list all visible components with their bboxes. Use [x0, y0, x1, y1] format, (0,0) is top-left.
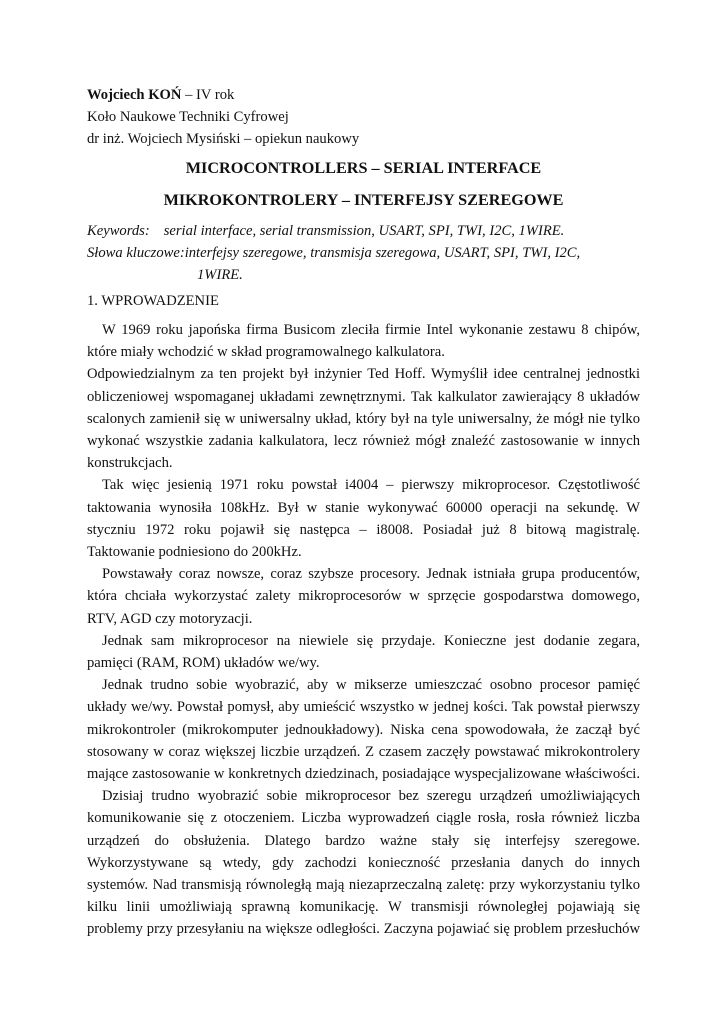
text-line: systemów. Nad transmisją równoległą mają niezaprzeczalną zaletę: przy wykorzystaniu tylko — [87, 877, 640, 894]
text-line: wykonać wszystkie zadania kalkulatora, lecz również mógł znaleźć zastosowanie w innych — [87, 433, 640, 450]
text-line: urządzeń do obsłużenia. Dlatego bardzo ważne stały się interfejsy szeregowe. — [87, 832, 640, 849]
text-line: Tak więc jesienią 1971 roku powstał i4004 – pierwszy mikroprocesor. Częstotliwość — [102, 477, 640, 494]
text-line: Wykorzystywane są wtedy, gdy zachodzi konieczność przesłania danych do innych — [87, 854, 640, 871]
author-club: Koło Naukowe Techniki Cyfrowej — [87, 109, 289, 125]
keywords-value: serial interface, serial transmission, USART, SPI, TWI, I2C, 1WIRE. — [163, 223, 565, 239]
author-supervisor: dr inż. Wojciech Mysiński – opiekun naukowy — [87, 131, 360, 147]
body-text — [87, 319, 640, 941]
author-name: Wojciech KOŃ — [87, 87, 182, 103]
text-line: obliczeniowej wspomaganej układami zewnętrznymi. Tak kalkulator zawierający 8 układów — [87, 388, 640, 405]
text-line: Powstawały coraz nowsze, coraz szybsze procesory. Jednak istniała grupa producentów, — [102, 566, 640, 583]
text-line: scalonych zamienił się w uniwersalny układ, który był na tyle uniwersalny, że mógł nie tylko — [87, 410, 640, 427]
author-year: – IV rok — [181, 87, 235, 103]
document-page — [87, 84, 640, 941]
keywords-polish — [87, 242, 640, 264]
text-line: W 1969 roku japońska firma Busicom zleciła firmie Intel wykonanie zestawu 8 chipów, — [102, 322, 640, 338]
text-line: konstrukcjach. — [87, 455, 173, 472]
keywords-polish-continued: 1WIRE. — [197, 267, 243, 283]
text-line: taktowania wynosiła 108kHz. Był w stanie wykonywać 60000 operacji na sekundę. W — [87, 499, 640, 516]
title-polish: MIKROKONTROLERY – INTERFEJSY SZEREGOWE — [163, 191, 564, 209]
text-line: Jednak sam mikroprocesor na niewiele się przydaje. Konieczne jest dodanie zegara, — [102, 632, 640, 649]
keywords-pl-label: Słowa kluczowe: — [87, 245, 185, 261]
text-line: Taktowanie podniesiono do 200kHz. — [87, 544, 302, 561]
section-heading: 1. WPROWADZENIE — [87, 293, 219, 309]
text-line: układy we/wy. Powstał pomysł, aby umieścić wszystko w jednej kości. Tak powstał pierwszy — [87, 699, 640, 716]
keywords-pl-value: interfejsy szeregowe, transmisja szeregowa, USART, SPI, TWI, I2C, — [184, 245, 581, 261]
text-line: mikrokontroler (mikrokomputer jednoukładowy). Niska cena spowodowała, że zaczął być — [87, 721, 640, 738]
text-line: RTV, AGD czy motoryzacji. — [87, 610, 253, 627]
text-line: problemy przy przesyłaniu na większe odległości. Zaczyna pojawiać się problem przesłuchów — [87, 921, 640, 938]
text-line: która chciała wykorzystać zalety mikroprocesorów w sprzęcie gospodarstwa domowego, — [87, 588, 640, 605]
text-line: komunikowanie się z otoczeniem. Liczba wyprowadzeń ciągle rosła, rosła również liczba — [87, 810, 640, 827]
text-line: Jednak trudno sobie wyobrazić, aby w mikserze umieszczać osobno procesor pamięć — [102, 677, 640, 694]
text-line: mające zastosowanie w konkretnych dziedzinach, posiadające wyspecjalizowane właściwości. — [87, 766, 640, 783]
text-line: Dzisiaj trudno wyobrazić sobie mikroprocesor bez szeregu urządzeń umożliwiających — [102, 788, 640, 805]
text-line: które miały wchodzić w skład programowalnego kalkulatora. — [87, 344, 445, 361]
text-line: kilku linii umożliwiają sprawną komunikację. W transmisji równoległej pojawiają się — [87, 899, 640, 916]
author-block — [87, 84, 640, 150]
keywords-english — [87, 220, 640, 242]
title-english: MICROCONTROLLERS – SERIAL INTERFACE — [185, 159, 542, 177]
text-line: Odpowiedzialnym za ten projekt był inżynier Ted Hoff. Wymyślił idee centralnej jednostki — [87, 366, 640, 383]
author-line — [87, 84, 640, 106]
text-line: styczniu 1972 roku pojawił się następca – i8008. Posiadał już 8 bitową magistralę. — [87, 521, 640, 538]
keywords-label: Keywords: — [87, 223, 150, 239]
text-line: stosowany w coraz większej liczbie urządzeń. Z czasem zaczęły powstawać mikrokontrolery — [87, 743, 640, 760]
text-line: pamięci (RAM, ROM) układów we/wy. — [87, 655, 320, 672]
